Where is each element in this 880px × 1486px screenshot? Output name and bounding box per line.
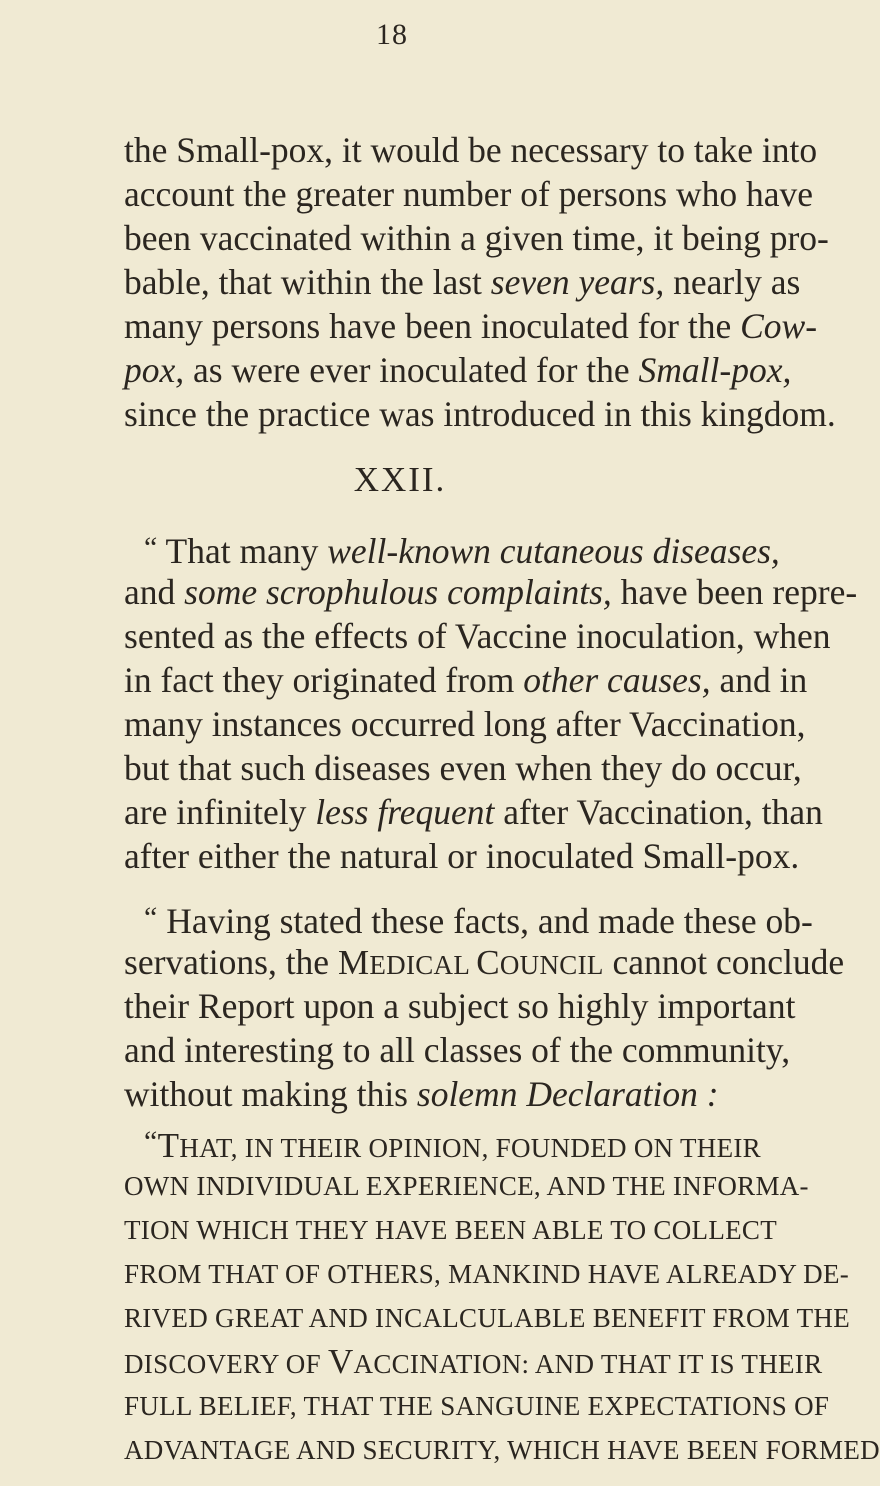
text-line bbox=[124, 1120, 761, 1165]
text-run: since the practice was introduced in this kingdom. bbox=[124, 394, 836, 434]
small-caps-text: FULL BELIEF, THAT THE SANGUINE EXPECTATIONS OF bbox=[124, 1391, 830, 1421]
text-run: are infinitely bbox=[124, 792, 316, 832]
text-run: in fact they originated from bbox=[124, 660, 524, 700]
text-run: and bbox=[124, 572, 185, 612]
italic-run: less frequent bbox=[315, 792, 495, 832]
small-caps-text: OUNCIL bbox=[499, 950, 604, 980]
text-line bbox=[124, 1208, 778, 1252]
text-line bbox=[124, 1384, 830, 1428]
text-line bbox=[124, 348, 792, 392]
quote-mark: “ bbox=[144, 531, 158, 564]
text-line bbox=[124, 896, 813, 941]
text-run: many instances occurred long after Vaccination, bbox=[124, 704, 806, 744]
text-run: after either the natural or inoculated Small-pox. bbox=[124, 836, 800, 876]
small-caps-text: HAT, IN THEIR OPINION, FOUNDED ON THEIR bbox=[179, 1133, 761, 1163]
text-run: Having stated these facts, and made these ob- bbox=[157, 901, 813, 941]
small-caps-text: EDICAL bbox=[369, 950, 470, 980]
text-line bbox=[124, 790, 823, 834]
small-caps-text: ACCINATION: AND THAT IT IS THEIR bbox=[353, 1349, 823, 1379]
small-caps-initial: C bbox=[476, 943, 500, 982]
text-line bbox=[124, 658, 808, 702]
text-line bbox=[124, 834, 800, 878]
text-line bbox=[124, 172, 814, 216]
text-run: as were ever inoculated for the bbox=[184, 350, 639, 390]
small-caps-text: DISCOVERY OF bbox=[124, 1349, 328, 1379]
text-run: the Small-pox, it would be necessary to take into bbox=[124, 130, 818, 170]
text-line bbox=[124, 1072, 719, 1116]
text-line bbox=[124, 128, 818, 172]
small-caps-initial: M bbox=[337, 943, 370, 982]
text-line bbox=[124, 526, 780, 571]
text-line bbox=[124, 1028, 791, 1072]
text-line bbox=[124, 1296, 851, 1340]
text-line bbox=[124, 392, 836, 436]
small-caps-text: ADVANTAGE AND SECURITY, WHICH HAVE BEEN FORMED bbox=[124, 1435, 880, 1465]
text-run: servations, the bbox=[124, 942, 338, 982]
small-caps-initial: T bbox=[157, 1126, 180, 1165]
small-caps-text: OWN INDIVIDUAL EXPERIENCE, AND THE INFORMA- bbox=[124, 1171, 809, 1201]
text-run: bable, that within the last bbox=[124, 262, 491, 302]
text-run: without making this bbox=[124, 1074, 417, 1114]
text-run: but that such diseases even when they do occur, bbox=[124, 748, 802, 788]
small-caps-run bbox=[337, 943, 604, 982]
italic-run: Cow- bbox=[740, 306, 818, 346]
text-line bbox=[124, 304, 818, 348]
text-line bbox=[124, 1164, 809, 1208]
text-run: have been repre- bbox=[611, 572, 858, 612]
italic-run: seven years, bbox=[490, 262, 665, 302]
small-caps-text: RIVED GREAT AND INCALCULABLE BENEFIT FROM THE bbox=[124, 1303, 851, 1333]
text-line bbox=[124, 702, 806, 746]
italic-run: solemn Declaration : bbox=[416, 1074, 719, 1114]
text-line bbox=[124, 746, 802, 790]
small-caps-text: FROM THAT OF OTHERS, MANKIND HAVE ALREADY DE- bbox=[124, 1259, 850, 1289]
text-run: sented as the effects of Vaccine inoculation, when bbox=[124, 616, 831, 656]
text-run: and interesting to all classes of the community, bbox=[124, 1030, 791, 1070]
text-line bbox=[124, 940, 845, 984]
text-line bbox=[124, 984, 796, 1028]
text-run: nearly as bbox=[664, 262, 801, 302]
italic-run: some scrophulous complaints, bbox=[184, 572, 612, 612]
text-run: their Report upon a subject so highly important bbox=[124, 986, 796, 1026]
text-run: and in bbox=[710, 660, 808, 700]
text-run: That many bbox=[157, 531, 328, 571]
text-line bbox=[124, 614, 831, 658]
quote-mark: “ bbox=[144, 1125, 158, 1158]
section-heading: XXII. bbox=[353, 460, 447, 499]
small-caps-initial: V bbox=[327, 1342, 354, 1381]
text-run: cannot conclude bbox=[603, 942, 845, 982]
italic-run: well-known cutaneous diseases, bbox=[327, 531, 780, 571]
quote-mark: “ bbox=[144, 901, 158, 934]
text-run: been vaccinated within a given time, it being pro- bbox=[124, 218, 829, 258]
text-run: after Vaccination, than bbox=[494, 792, 823, 832]
italic-run: other causes, bbox=[523, 660, 711, 700]
text-run: account the greater number of persons who have bbox=[124, 174, 814, 214]
page-number: 18 bbox=[376, 18, 408, 51]
text-line bbox=[124, 216, 829, 260]
text-line bbox=[124, 570, 858, 614]
small-caps-text: TION WHICH THEY HAVE BEEN ABLE TO COLLECT bbox=[124, 1215, 778, 1245]
text-line bbox=[124, 1340, 823, 1384]
text-run: many persons have been inoculated for the bbox=[124, 306, 741, 346]
text-line bbox=[124, 260, 801, 304]
italic-run: Small-pox, bbox=[638, 350, 792, 390]
text-line bbox=[124, 1428, 880, 1472]
italic-run: pox, bbox=[124, 350, 185, 390]
text-line bbox=[124, 1252, 850, 1296]
